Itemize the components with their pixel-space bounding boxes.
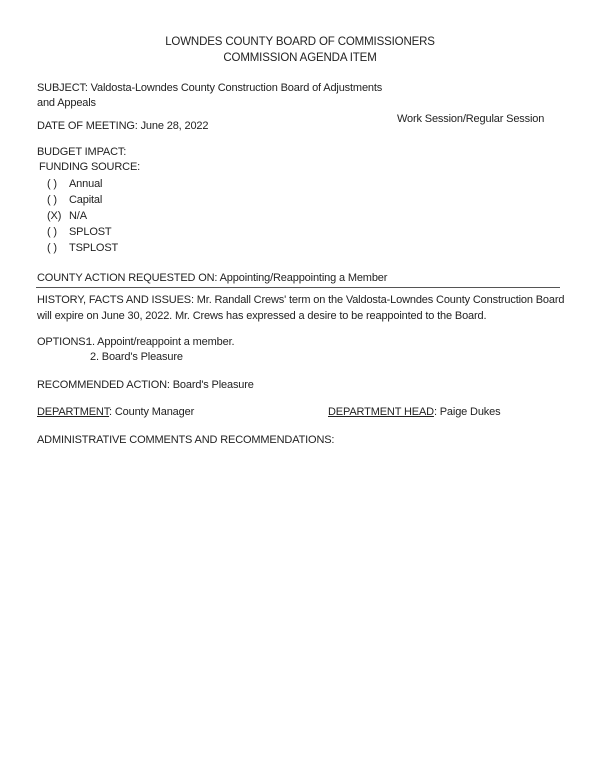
funding-option-label: N/A — [69, 210, 87, 222]
subject-line-2: and Appeals — [37, 97, 96, 109]
administrative-comments-label: ADMINISTRATIVE COMMENTS AND RECOMMENDATIONS: — [37, 434, 335, 446]
option-item-2: 2. Board's Pleasure — [90, 351, 183, 363]
option-item-1: 1. Appoint/reappoint a member. — [86, 336, 235, 348]
history-line-1: HISTORY, FACTS AND ISSUES: Mr. Randall Crews' term on the Valdosta-Lowndes County Construction Board — [37, 294, 565, 306]
checkbox-mark: (X) — [47, 210, 62, 222]
department — [37, 406, 194, 418]
subject-line-1: SUBJECT: Valdosta-Lowndes County Construction Board of Adjustments — [37, 82, 383, 94]
history-line-2: will expire on June 30, 2022. Mr. Crews has expressed a desire to be reappointed to the Board. — [37, 310, 487, 322]
county-action-requested: COUNTY ACTION REQUESTED ON: Appointing/Reappointing a Member — [37, 272, 388, 284]
department-head — [328, 406, 500, 418]
funding-option-na — [47, 210, 87, 222]
funding-option-label: TSPLOST — [69, 242, 119, 254]
funding-option-annual — [47, 178, 102, 190]
options-label: OPTIONS: — [37, 336, 89, 348]
funding-option-capital — [47, 194, 102, 206]
checkbox-mark: ( ) — [47, 178, 57, 190]
session-type: Work Session/Regular Session — [397, 113, 545, 125]
checkbox-mark: ( ) — [47, 242, 57, 254]
funding-source-label: FUNDING SOURCE: — [39, 161, 141, 173]
document-title: LOWNDES COUNTY BOARD OF COMMISSIONERS — [165, 36, 435, 48]
section-divider — [36, 287, 560, 288]
checkbox-mark: ( ) — [47, 226, 57, 238]
department-head-label: DEPARTMENT HEAD — [328, 406, 434, 418]
meeting-date: DATE OF MEETING: June 28, 2022 — [37, 120, 209, 132]
department-label: DEPARTMENT — [37, 406, 110, 418]
document-subtitle: COMMISSION AGENDA ITEM — [223, 52, 377, 64]
budget-impact-label: BUDGET IMPACT: — [37, 146, 127, 158]
recommended-action: RECOMMENDED ACTION: Board's Pleasure — [37, 379, 254, 391]
department-head-value: : Paige Dukes — [433, 406, 501, 418]
funding-option-splost — [47, 226, 112, 238]
funding-option-label: Annual — [69, 178, 103, 190]
funding-option-tsplost — [47, 242, 118, 254]
funding-option-label: Capital — [69, 194, 103, 206]
checkbox-mark: ( ) — [47, 194, 57, 206]
department-value: : County Manager — [109, 406, 195, 418]
funding-option-label: SPLOST — [69, 226, 112, 238]
